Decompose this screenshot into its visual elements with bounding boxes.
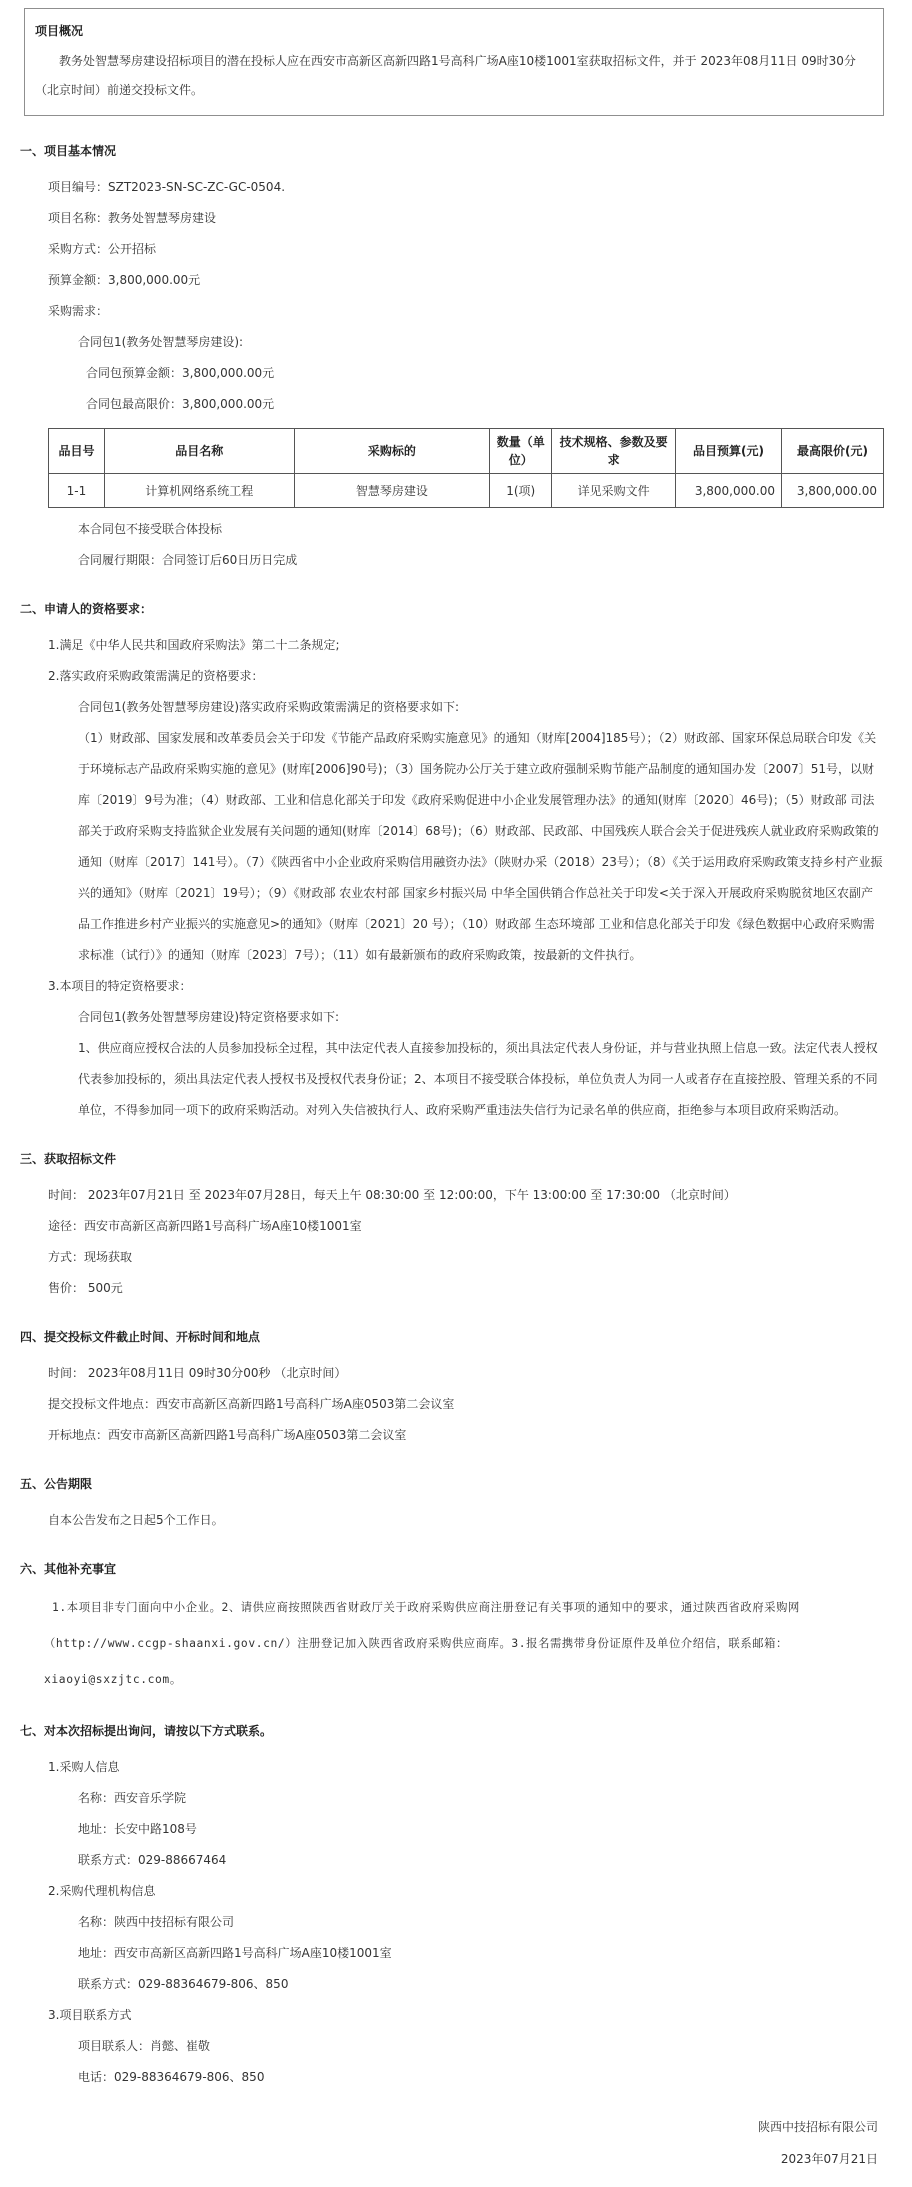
package-max-price: 合同包最高限价：3,800,000.00元 (86, 397, 275, 411)
no-consortium-note: 本合同包不接受联合体投标 (78, 522, 223, 536)
section-title: 三、获取招标文件 (20, 1152, 117, 1166)
qualification-item: 2.落实政府采购政策需满足的资格要求： (48, 669, 264, 683)
signature-date: 2023年07月21日 (780, 2152, 878, 2166)
column-header: 品目名称 (104, 429, 294, 474)
budget-amount: 预算金额：3,800,000.00元 (48, 273, 201, 287)
table-row (49, 474, 884, 508)
table-cell: 计算机网络系统工程 (104, 474, 294, 508)
obtain-place: 途径：西安市高新区高新四路1号高科广场A座10楼1001室 (48, 1219, 362, 1233)
specific-requirements-text: 1、供应商应授权合法的人员参加投标全过程，其中法定代表人直接参加投标的，须出具法定代表人身份证，并与营业执照上信息一致。法定代表人授权代表参加投标的，须出具法定代表人授权书及授权代表身份证；2、本项目不接受联合体投标，单位负责人为同一人或者存在直接控股、管理关系的不同单位，不得参加同一项下的政府采购活动。对列入失信被执行人、政府采购严重违法失信行为记录名单的供应商，拒绝参与本项目政府采购活动。 (78, 1041, 878, 1117)
contact-group-heading: 2.采购代理机构信息 (48, 1884, 156, 1898)
section-title: 六、其他补充事宜 (20, 1562, 117, 1576)
project-contact-phone: 电话：029-88364679-806、850 (78, 2070, 265, 2084)
project-number: 项目编号：SZT2023-SN-SC-ZC-GC-0504. (48, 180, 286, 194)
agency-phone: 联系方式：029-88364679-806、850 (78, 1977, 289, 1991)
purchaser-address: 地址：长安中路108号 (78, 1822, 197, 1836)
procurement-method: 采购方式：公开招标 (48, 242, 157, 256)
column-header: 数量（单位） (490, 429, 552, 474)
procurement-needs: 采购需求： (48, 304, 109, 318)
qualification-item: 1.满足《中华人民共和国政府采购法》第二十二条规定; (48, 638, 340, 652)
table-cell: 1-1 (49, 474, 105, 508)
overview-box (24, 8, 884, 116)
section-title: 七、对本次招标提出询问，请按以下方式联系。 (20, 1724, 273, 1738)
contract-period: 合同履行期限：合同签订后60日历日完成 (78, 553, 298, 567)
table-cell: 1(项) (490, 474, 552, 508)
submit-place: 提交投标文件地点：西安市高新区高新四路1号高科广场A座0503第二会议室 (48, 1397, 455, 1411)
table-cell: 3,800,000.00 (676, 474, 782, 508)
table-header-row (49, 429, 884, 474)
policy-requirements-text: （1）财政部、国家发展和改革委员会关于印发《节能产品政府采购实施意见》的通知（财库[2004]185号）；（2）财政部、国家环保总局联合印发《关于环境标志产品政府采购实施的意见》(财库[2006]90号)；（3）国务院办公厅关于建立政府强制采购节能产品制度的通知国办发〔2007〕51号，以财库〔2019〕9号为准；（4）财政部、工业和信息化部关于印发《政府采购促进中小企业发展管理办法》的通知(财库〔2020〕46号)；（5）财政部 司法部关于政府采购支持监狱企业发展有关问题的通知(财库〔2014〕68号)；（6）财政部、民政部、中国残疾人联合会关于促进残疾人就业政府采购政策的通知（财库〔2017〕141号）。（7）《陕西省中小企业政府采购信用融资办法》（陕财办采（2018）23号）；（8）《关于运用政府采购政策支持乡村产业振兴的通知》（财库〔2021〕19号）；（9）《财政部 农业农村部 国家乡村振兴局 中华全国供销合作总社关于印发<关于深入开展政府采购脱贫地区农副产品工作推进乡村产业振兴的实施意见>的通知》（财库〔2021〕20 号）；（10）财政部 生态环境部 工业和信息化部关于印发《绿色数据中心政府采购需求标准（试行）》的通知（财库〔2023〕7号）；（11）如有最新颁布的政府采购政策，按最新的文件执行。 (78, 731, 883, 962)
obtain-time: 时间： 2023年07月21日 至 2023年07月28日，每天上午 08:30:00 至 12:00:00，下午 13:00:00 至 17:30:00 （北京时间） (48, 1188, 736, 1202)
table-cell: 智慧琴房建设 (294, 474, 490, 508)
section-contacts (0, 1720, 912, 2093)
section-title: 二、申请人的资格要求： (20, 602, 153, 616)
column-header: 品目号 (49, 429, 105, 474)
section-basic-info (0, 140, 912, 576)
column-header: 品目预算(元) (676, 429, 782, 474)
package-budget: 合同包预算金额：3,800,000.00元 (86, 366, 275, 380)
signature-block (0, 2111, 912, 2175)
document-price: 售价： 500元 (48, 1281, 123, 1295)
policy-package-heading: 合同包1(教务处智慧琴房建设)落实政府采购政策需满足的资格要求如下: (78, 700, 460, 714)
table-cell: 详见采购文件 (552, 474, 676, 508)
contact-group-heading: 3.项目联系方式 (48, 2008, 132, 2022)
section-notice-period (0, 1473, 912, 1536)
agency-name: 名称：陕西中技招标有限公司 (78, 1915, 235, 1929)
section-obtain-documents (0, 1148, 912, 1304)
table-cell: 3,800,000.00 (781, 474, 883, 508)
agency-address: 地址：西安市高新区高新四路1号高科广场A座10楼1001室 (78, 1946, 392, 1960)
overview-title: 项目概况 (35, 24, 84, 38)
section-other-matters (0, 1558, 912, 1698)
qualification-item: 3.本项目的特定资格要求： (48, 979, 192, 993)
column-header: 最高限价(元) (781, 429, 883, 474)
specific-package-heading: 合同包1(教务处智慧琴房建设)特定资格要求如下: (78, 1010, 340, 1024)
overview-text: 教务处智慧琴房建设招标项目的潜在投标人应在西安市高新区高新四路1号高科广场A座10楼1001室获取招标文件，并于 2023年08月11日 09时30分 （北京时间）前递交投标文件。 (35, 54, 856, 97)
obtain-way: 方式：现场获取 (48, 1250, 133, 1264)
section-qualifications (0, 598, 912, 1126)
signature-company: 陕西中技招标有限公司 (757, 2120, 878, 2134)
purchaser-phone: 联系方式：029-88667464 (78, 1853, 227, 1867)
notice-period-text: 自本公告发布之日起5个工作日。 (48, 1513, 224, 1527)
section-title: 四、提交投标文件截止时间、开标时间和地点 (20, 1330, 261, 1344)
items-table (48, 428, 884, 508)
purchaser-name: 名称：西安音乐学院 (78, 1791, 187, 1805)
contract-package: 合同包1(教务处智慧琴房建设): (78, 335, 244, 349)
contact-group-heading: 1.采购人信息 (48, 1760, 120, 1774)
section-title: 一、项目基本情况 (20, 144, 117, 158)
section-title: 五、公告期限 (20, 1477, 93, 1491)
project-contact-person: 项目联系人：肖懿、崔敬 (78, 2039, 211, 2053)
project-name: 项目名称：教务处智慧琴房建设 (48, 211, 217, 225)
other-matters-text: 1.本项目非专门面向中小企业。2、请供应商按照陕西省财政厅关于政府采购供应商注册登记有关事项的通知中的要求，通过陕西省政府采购网（http://www.ccgp-shaanxi.gov.cn/）注册登记加入陕西省政府采购供应商库。3.报名需携带身份证原件及单位介绍信，联系邮箱：xiaoyi@sxzjtc.com。 (44, 1601, 800, 1686)
column-header: 采购标的 (294, 429, 490, 474)
section-deadline (0, 1326, 912, 1451)
opening-place: 开标地点：西安市高新区高新四路1号高科广场A座0503第二会议室 (48, 1428, 407, 1442)
column-header: 技术规格、参数及要求 (552, 429, 676, 474)
deadline-time: 时间： 2023年08月11日 09时30分00秒 （北京时间） (48, 1366, 347, 1380)
